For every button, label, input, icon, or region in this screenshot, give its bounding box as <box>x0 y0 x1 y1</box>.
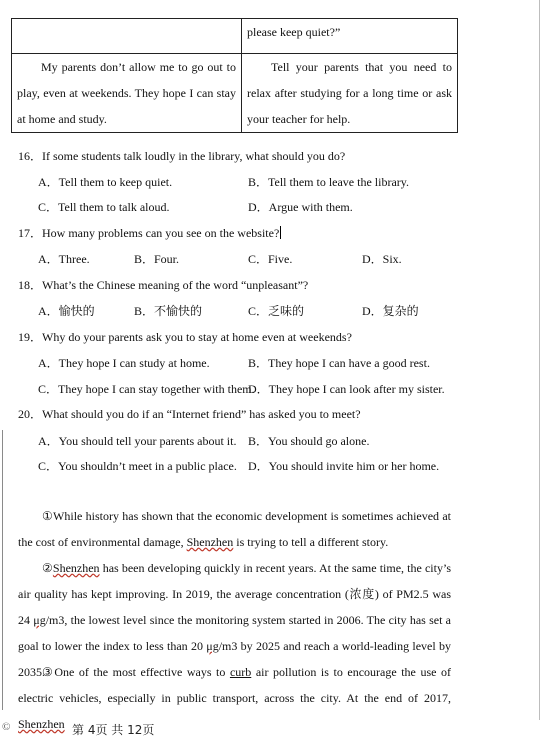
table-cell-problem: My parents don’t allow me to go out to play, even at weekends. They hope I can stay at home and study. <box>12 54 242 133</box>
question-20-stem: 20．What should you do if an “Internet friend” has asked you to meet? <box>18 407 361 421</box>
q16-option-a: A．Tell them to keep quiet. <box>38 175 173 189</box>
q16-option-d: D．Argue with them. <box>248 200 353 214</box>
q18-option-b: B．不愉快的 <box>134 304 203 318</box>
q17-option-c: C．Five. <box>248 252 293 266</box>
table-cell-empty <box>12 19 242 54</box>
q19-option-a: A．They hope I can study at home. <box>38 356 210 370</box>
advice-table <box>11 18 458 133</box>
page-number-footer: 第 4页 共 12页 <box>72 723 155 737</box>
q19-option-b: B．They hope I can have a good rest. <box>248 356 430 370</box>
q16-option-b: B．Tell them to leave the library. <box>248 175 409 189</box>
q16-option-c: C．Tell them to talk aloud. <box>38 200 170 214</box>
q20-option-d: D．You should invite him or her home. <box>248 459 440 473</box>
left-margin-line <box>2 430 3 710</box>
passage-paragraph-3: ③One of the most effective ways to curb air pollution is to encourage the use of electric vehicles, especially in public transport, across the city. At the end of 2017, Shenzhen <box>18 665 451 731</box>
question-18-stem: 18．What’s the Chinese meaning of the word “unpleasant”? <box>18 278 309 292</box>
q17-option-b: B．Four. <box>134 252 180 266</box>
q19-option-c: C．They hope I can stay together with them. <box>38 382 255 396</box>
table-cell-top-right: please keep quiet?” <box>242 19 458 54</box>
q18-option-c: C．乏味的 <box>248 304 305 318</box>
copyright-icon: © <box>2 721 11 733</box>
q17-option-a: A．Three. <box>38 252 90 266</box>
q18-option-a: A．愉快的 <box>38 304 95 318</box>
text-cursor <box>280 226 281 239</box>
passage-paragraph-1: ①While history has shown that the economic development is sometimes achieved at the cost of environmental damage, Shenzhen is trying to tell a different story. <box>18 509 451 549</box>
q17-option-d: D．Six. <box>362 252 402 266</box>
q20-option-a: A．You should tell your parents about it. <box>38 434 237 448</box>
question-17-stem: 17．How many problems can you see on the website? <box>18 226 280 240</box>
right-margin-line <box>539 0 540 720</box>
q20-option-b: B．You should go alone. <box>248 434 370 448</box>
question-16-stem: 16．If some students talk loudly in the library, what should you do? <box>18 149 346 163</box>
q20-option-c: C．You shouldn’t meet in a public place. <box>38 459 237 473</box>
question-19-stem: 19．Why do your parents ask you to stay at home even at weekends? <box>18 330 352 344</box>
passage-paragraph-2: ②Shenzhen has been developing quickly in recent years. At the same time, the city’s air quality has kept improving. In 2019, the average concentration (浓度) of PM2.5 was 24 μg/m3, the lowest level since the monitoring system started in 2006. The city has set a goal to lower the index to less than 20 μg/m3 by 2025 and reach a world-leading level by 2035. <box>18 561 451 679</box>
q19-option-d: D．They hope I can look after my sister. <box>248 382 445 396</box>
q18-option-d: D．复杂的 <box>362 304 419 318</box>
table-cell-advice: Tell your parents that you need to relax after studying for a long time or ask your teacher for help. <box>242 54 458 133</box>
